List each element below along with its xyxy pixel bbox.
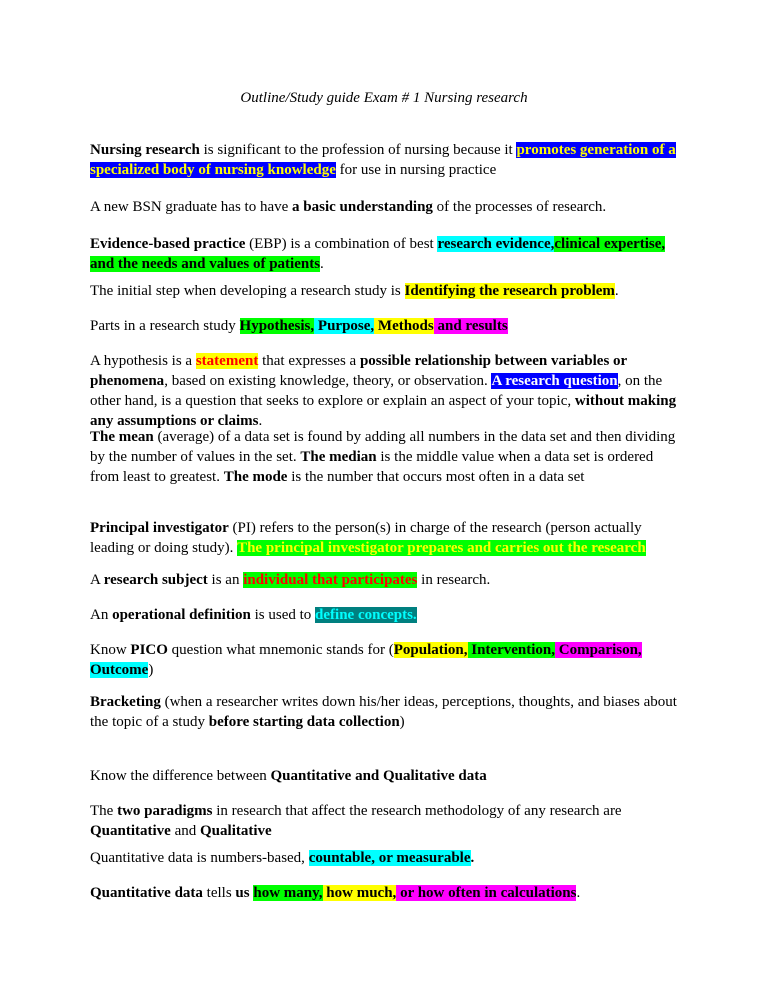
highlight-research-evidence: research evidence, [437,236,555,252]
highlight-clinical-expertise: clinical expertise, and the needs and values of patients [90,236,666,272]
text: ) [148,662,154,678]
para-initial-step [90,281,680,301]
text: for use in nursing practice [335,162,497,178]
text: tells [202,885,236,901]
term-pico: PICO [130,642,168,658]
highlight-outcome: Outcome [90,662,149,678]
text: . [320,256,324,272]
para-pico [90,640,680,680]
term-operational-definition: operational definition [112,607,251,623]
para-mean-median-mode [90,427,680,487]
text: of the processes of research. [432,199,607,215]
highlight-purpose: Purpose, [314,318,375,334]
term-two-paradigms: two paradigms [117,803,213,819]
para-bracketing [90,692,680,732]
term-us: us [235,885,250,901]
highlight-population: Population, [393,642,468,658]
text: (when a researcher writes down his/her ideas, perceptions, thoughts, and biases about the topic of a study [90,694,677,730]
page-title: Outline/Study guide Exam # 1 Nursing research [240,90,528,106]
para-research-subject [90,570,680,590]
term-qualitative: Qualitative [200,823,272,839]
term-without-assumptions: without making any assumptions or claims [90,393,677,429]
term-bracketing: Bracketing [90,694,161,710]
period: . [470,850,475,866]
term-mean: The mean [90,429,154,445]
text: is the number that occurs most often in a data set [287,469,585,485]
text: is an [207,572,244,588]
term-nursing-research: Nursing research [90,142,200,158]
para-two-paradigms [90,801,680,841]
highlight-statement: statement [195,353,259,369]
para-hypothesis [90,351,680,431]
text: is significant to the profession of nursing because it [199,142,517,158]
term-possible-relationship: possible relationship between variables or phenomena [90,353,627,389]
text: that expresses a [258,353,360,369]
highlight-individual-participates: individual that participates [243,572,418,588]
term-before-data-collection: before starting data collection [208,714,400,730]
text: An [90,607,113,623]
text: (EBP) is a combination of best [245,236,438,252]
term-research-subject: research subject [103,572,208,588]
highlight-methods: Methods [374,318,434,334]
text: The initial step when developing a research study is [90,283,405,299]
text: and [170,823,201,839]
term-mode: The mode [223,469,288,485]
highlight-how-often: or how often in calculations [396,885,577,901]
para-operational-definition [90,605,680,625]
text: , based on existing knowledge, theory, or observation. [164,373,492,389]
text: . [614,283,619,299]
highlight-specialized-knowledge: promotes generation of a specialized body of nursing knowledge [90,142,676,178]
text: (average) of a data set is found by adding all numbers in the data set and then dividing by the number of values in the set. [90,429,676,465]
para-ebp [90,234,680,274]
para-quant-numbers [90,848,680,868]
text: The [90,803,118,819]
text: Know the difference between [90,768,271,784]
text: is used to [250,607,316,623]
text: . [576,885,581,901]
term-median: The median [300,449,377,465]
term-quantitative: Quantitative [90,823,171,839]
text: in research. [417,572,491,588]
text: A new BSN graduate has to have [90,199,293,215]
text: (PI) refers to the person(s) in charge of the research (person actually leading or doing study). [90,520,642,556]
para-principal-investigator [90,518,680,558]
highlight-research-problem: Identifying the research problem [404,283,615,299]
text: ) [399,714,405,730]
term-ebp: Evidence-based practice [90,236,246,252]
term-quant-qual-data: Quantitative and Qualitative data [270,768,487,784]
term-basic-understanding: a basic understanding [292,199,433,215]
para-parts-of-study [90,316,680,336]
text: , on the other hand, is a question that seeks to explore or explain an aspect of your topic, [90,373,663,409]
text: is the middle value when a data set is ordered from least to greatest. [90,449,654,485]
para-nursing-research [90,140,680,180]
text: in research that affect the research methodology of any research are [212,803,622,819]
term-quantitative-data: Quantitative data [90,885,203,901]
text: question what mnemonic stands for ( [167,642,394,658]
text: A hypothesis is a [90,353,196,369]
highlight-define-concepts: define concepts. [315,607,417,623]
highlight-countable: countable, or measurable [308,850,471,866]
highlight-research-question: A research question [491,373,618,389]
para-bsn-graduate [90,197,680,217]
text: Parts in a research study [90,318,240,334]
highlight-comparison: Comparison, [555,642,642,658]
highlight-pi-prepares: The principal investigator prepares and carries out the research [237,540,646,556]
highlight-how-many: how many, [253,885,323,901]
highlight-how-much: how much, [322,885,397,901]
highlight-hypothesis: Hypothesis, [239,318,315,334]
text: A [90,572,104,588]
para-quant-tells [90,883,680,903]
text: . [258,413,263,429]
term-principal-investigator: Principal investigator [90,520,229,536]
text: Know [90,642,131,658]
highlight-intervention: Intervention, [467,642,555,658]
highlight-results: and results [433,318,508,334]
para-know-difference [90,766,680,786]
text: Quantitative data is numbers-based, [90,850,309,866]
